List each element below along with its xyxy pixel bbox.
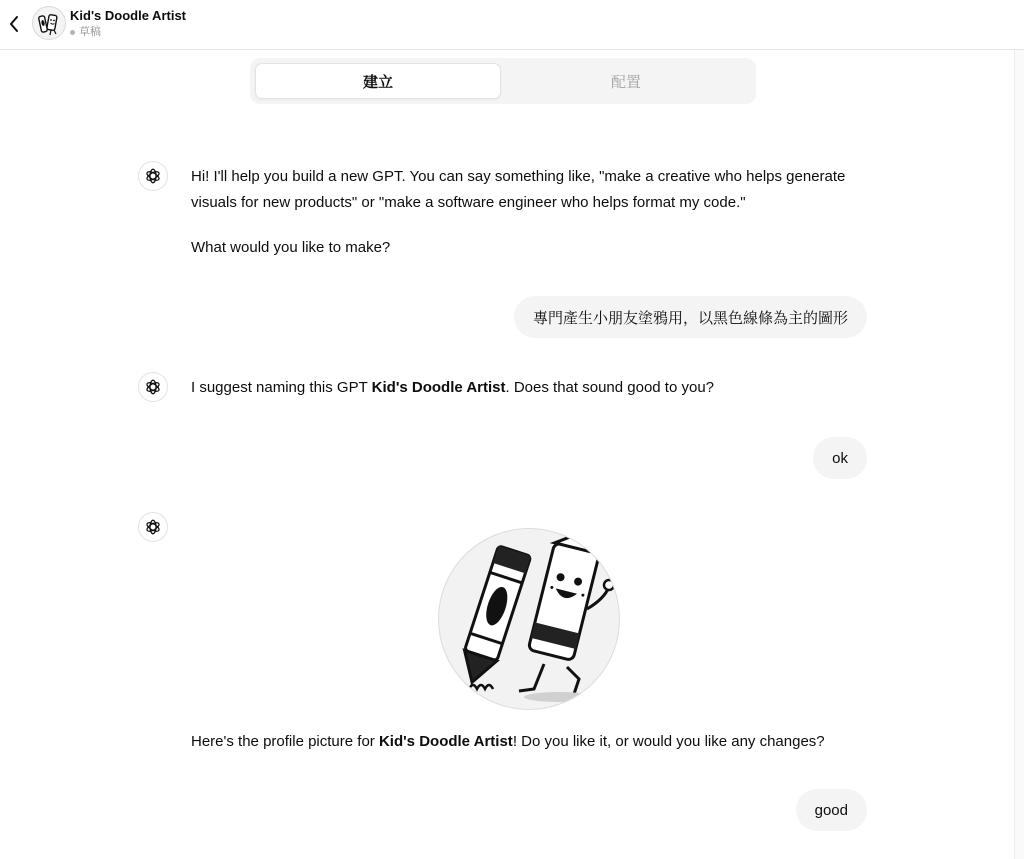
assistant-avatar: [138, 372, 168, 402]
top-bar: [0, 0, 1024, 50]
status-dot-icon: [70, 30, 75, 35]
message-text: . Does that sound good to you?: [505, 379, 714, 396]
assistant-avatar: [138, 512, 168, 542]
mode-tabs: [250, 58, 756, 104]
assistant-message: [191, 729, 871, 755]
chevron-left-icon: [8, 15, 20, 33]
status-label: 草稿: [79, 26, 101, 38]
assistant-avatar: [138, 161, 168, 191]
message-text: Here's the profile picture for: [191, 733, 379, 750]
assistant-message-intro: Hi! I'll help you build a new GPT. You can say something like, "make a creative who helps generate visuals for new products" or "make a software engineer who helps format my code.": [191, 168, 846, 211]
assistant-message: [191, 375, 871, 401]
gpt-avatar[interactable]: [32, 6, 66, 40]
doodle-avatar-icon: [33, 7, 65, 39]
crayon-characters-image: [439, 529, 619, 709]
gpt-name: Kid's Doodle Artist: [70, 8, 187, 23]
assistant-message: [191, 164, 871, 261]
user-message: ok: [813, 437, 867, 479]
assistant-message-question: What would you like to make?: [191, 239, 391, 256]
gpt-name-highlight: Kid's Doodle Artist: [378, 733, 513, 750]
gpt-name-highlight: Kid's Doodle Artist: [371, 379, 506, 396]
message-text: ! Do you like it, or would you like any changes?: [512, 733, 825, 750]
scrollbar[interactable]: [1014, 50, 1024, 859]
openai-logo-icon: [144, 518, 162, 536]
openai-logo-icon: [144, 378, 162, 396]
message-text: I suggest naming this GPT: [191, 379, 372, 396]
user-message: 專門產生小朋友塗鴉用，以黑色線條為主的圖形: [514, 296, 867, 338]
user-message: good: [796, 789, 867, 831]
openai-logo-icon: [144, 167, 162, 185]
profile-picture: [438, 528, 620, 710]
tab-configure[interactable]: 配置: [610, 73, 641, 91]
draft-status: [70, 25, 101, 39]
back-button[interactable]: [4, 12, 24, 36]
tab-create[interactable]: 建立: [255, 63, 501, 99]
